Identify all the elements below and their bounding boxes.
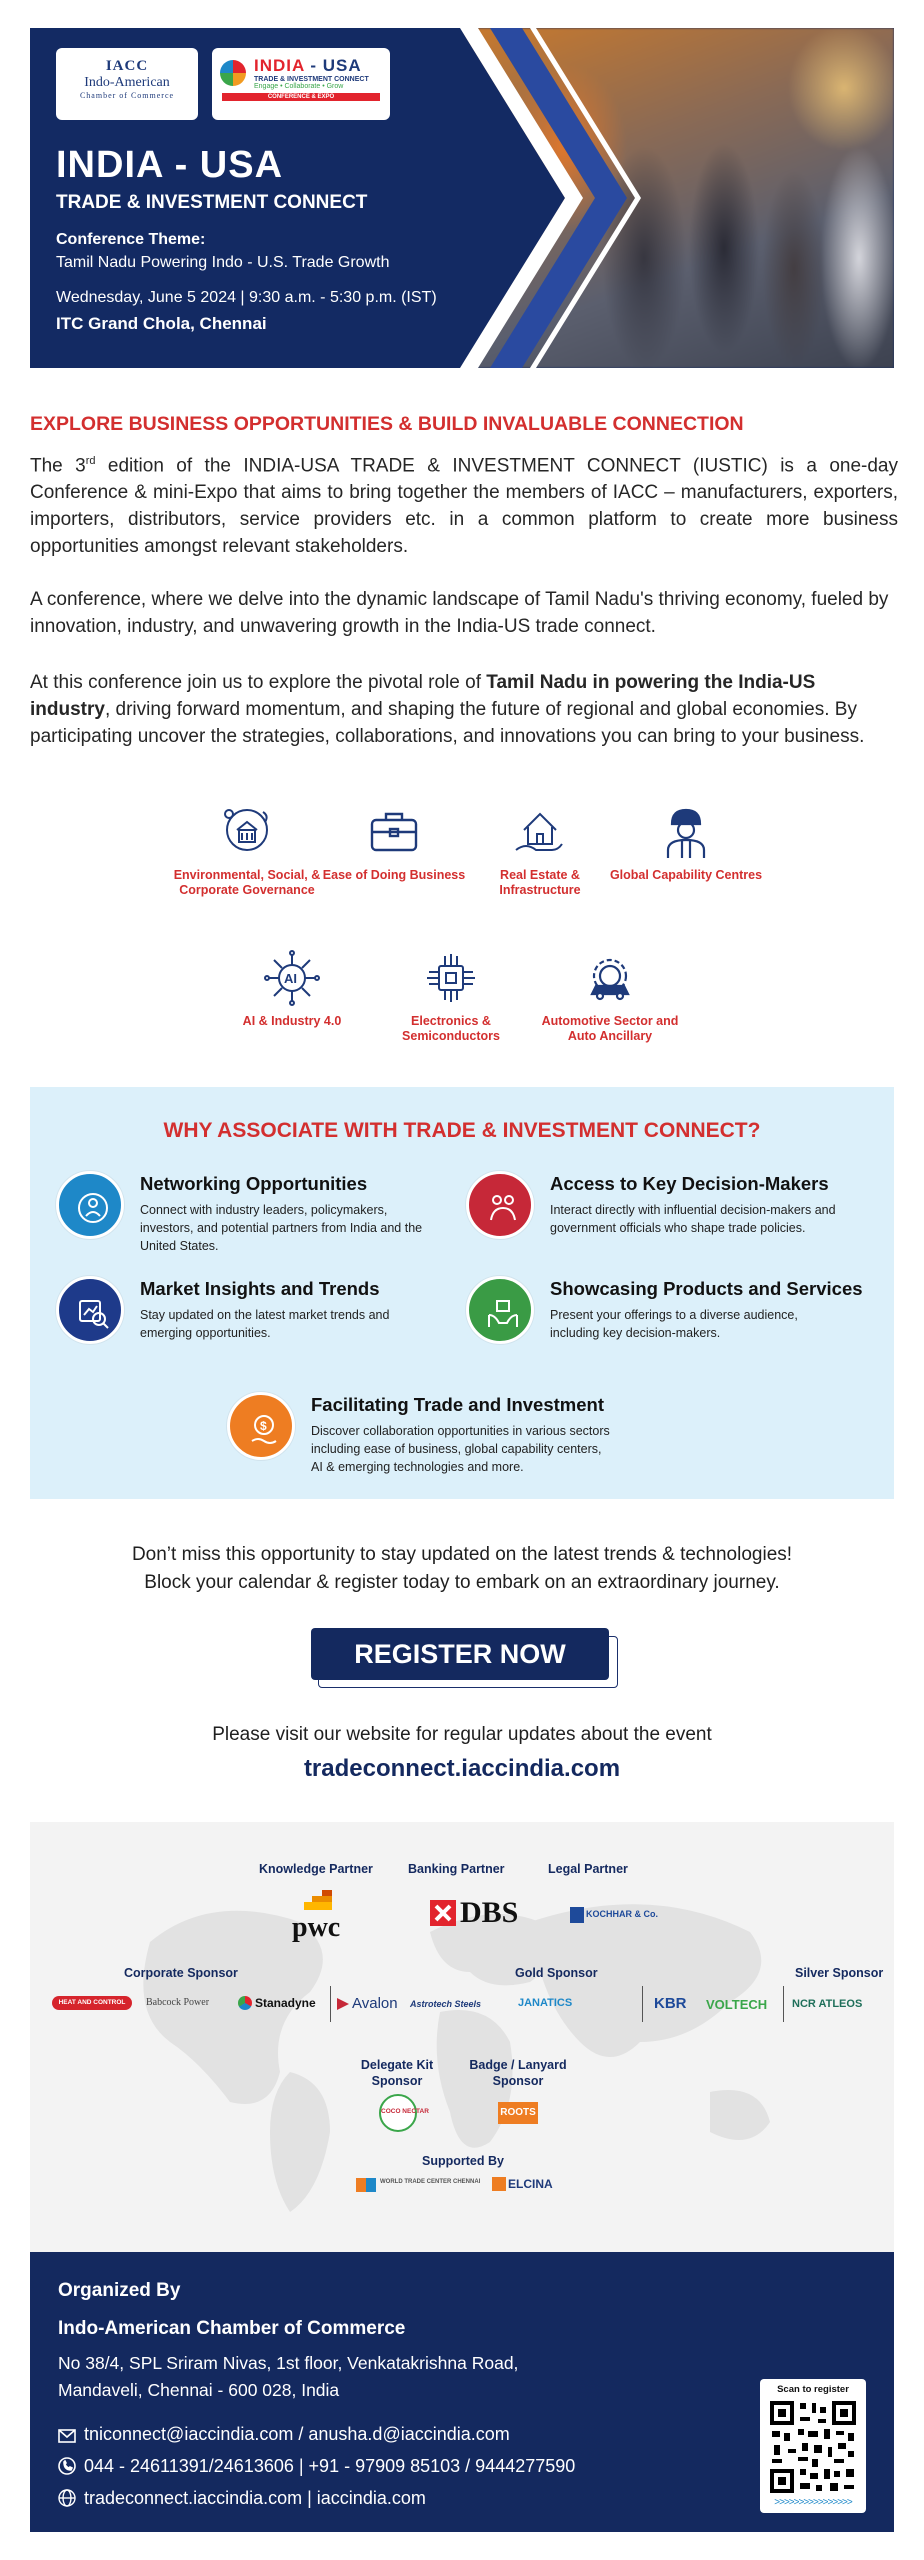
delegate-kit-label-1: Delegate Kit <box>360 2058 434 2072</box>
svg-text:$: $ <box>260 1419 267 1433</box>
dbs-logo-mark <box>430 1900 456 1926</box>
coco-nectar-logo: COCO NECTAR <box>379 2094 417 2132</box>
footer <box>30 2252 894 2532</box>
theme-label: Conference Theme: <box>56 231 206 248</box>
event-logo-line2: TRADE & INVESTMENT CONNECT <box>254 76 369 83</box>
why-title: WHY ASSOCIATE WITH TRADE & INVESTMENT CONNECT? <box>163 1119 761 1142</box>
ncr-atleos-logo: NCR ATLEOS <box>792 1998 863 2010</box>
sponsor-divider <box>330 1986 331 2022</box>
svg-text:AI: AI <box>284 971 297 986</box>
house-hand-icon <box>508 800 572 864</box>
event-logo-india: INDIA <box>254 56 305 75</box>
organizer-name: Indo-American Chamber of Commerce <box>58 2318 406 2339</box>
mail-icon <box>58 2429 76 2443</box>
elcina-logo: ELCINA <box>508 2177 553 2191</box>
feature-title: Networking Opportunities <box>140 1173 368 1194</box>
sector-esg <box>167 800 327 898</box>
organizer-address <box>58 2350 618 2404</box>
address-line-2: Mandaveli, Chennai - 600 028, India <box>58 2380 340 2400</box>
badge-lanyard-label-2: Sponsor <box>492 2074 544 2088</box>
intro-paragraph-3 <box>30 669 898 750</box>
kochhar-logo: KOCHHAR & Co. <box>586 1909 658 1919</box>
ai-chip-icon <box>260 946 324 1010</box>
event-date: Wednesday, June 5 2024 | 9:30 a.m. - 5:30 p.m. (IST) <box>56 289 437 306</box>
feature-desc: Connect with industry leaders, policymakers, investors, and potential partners from India and the United States. <box>140 1203 423 1253</box>
badge-lanyard-label-1: Badge / Lanyard <box>469 2058 567 2072</box>
globe-icon <box>58 2489 76 2507</box>
cta-line-1: Don’t miss this opportunity to stay updated on the latest trends & technologies! <box>131 1544 793 1565</box>
phone-icon <box>58 2457 76 2475</box>
delegate-kit-label-2: Sponsor <box>371 2074 423 2088</box>
feature-title: Access to Key Decision-Makers <box>550 1173 829 1194</box>
event-logo <box>212 48 390 120</box>
feature-icon-circle <box>56 1276 124 1344</box>
qr-label: Scan to register <box>777 2384 849 2395</box>
sector-ai <box>212 946 372 1029</box>
gold-sponsor-label: Gold Sponsor <box>515 1966 598 1980</box>
wtc-logo: WORLD TRADE CENTER CHENNAI <box>380 2179 481 2185</box>
sector-label: Electronics & Semiconductors <box>402 1014 500 1043</box>
roots-logo: ROOTS <box>498 2102 538 2124</box>
intro-paragraph-1 <box>30 448 898 560</box>
stanadyne-logo-mark <box>238 1996 252 2010</box>
corporate-sponsor-label: Corporate Sponsor <box>124 1966 238 1980</box>
worker-icon <box>654 800 718 864</box>
sector-electronics <box>371 946 531 1044</box>
sector-label: Automotive Sector and Auto Ancillary <box>541 1014 679 1043</box>
website-prompt: Please visit our website for regular updates about the event <box>212 1724 712 1745</box>
feature-icon-circle <box>466 1171 534 1239</box>
website-link[interactable]: tradeconnect.iaccindia.com <box>303 1755 621 1782</box>
feature-icon-circle <box>466 1276 534 1344</box>
microchip-icon <box>419 946 483 1010</box>
sector-label: Real Estate & Infrastructure <box>499 868 581 897</box>
email-text: tniconnect@iaccindia.com / anusha.d@iaccindia.com <box>84 2424 510 2444</box>
hero-subtitle: TRADE & INVESTMENT CONNECT <box>56 192 368 213</box>
feature-title: Market Insights and Trends <box>140 1278 380 1299</box>
iacc-logo <box>56 48 198 120</box>
feature-desc: Interact directly with influential decision-makers and government officials who shape trade policies. <box>550 1203 836 1235</box>
hero-title: INDIA - USA <box>56 144 284 186</box>
sector-label: Ease of Doing Business <box>322 868 466 882</box>
feature-title: Facilitating Trade and Investment <box>311 1394 604 1415</box>
banking-partner-label: Banking Partner <box>408 1862 505 1876</box>
sponsors-section <box>30 1822 894 2252</box>
feature-icon-circle <box>227 1392 295 1460</box>
qr-arrows: >>>>>>>>>>>>>>>> <box>774 2497 852 2508</box>
legal-partner-label: Legal Partner <box>548 1862 628 1876</box>
sector-ease-of-business <box>314 800 474 883</box>
feature-desc: Stay updated on the latest market trends and emerging opportunities. <box>140 1308 390 1340</box>
stanadyne-logo: Stanadyne <box>255 1996 316 2010</box>
sponsor-divider <box>642 1986 643 2022</box>
sector-label: Environmental, Social, & Corporate Governance <box>173 868 321 897</box>
phone-text: 044 - 24611391/24613606 | +91 - 97909 85103 / 9444277590 <box>84 2456 576 2476</box>
car-gear-icon <box>578 946 642 1010</box>
hero-banner <box>30 28 894 368</box>
heat-and-control-logo: HEAT AND CONTROL <box>52 1996 132 2010</box>
pwc-logo-mark <box>294 1890 344 1910</box>
feature-desc: Discover collaboration opportunities in various sectors including ease of business, global capability centers, AI & emerging technologies and more. <box>311 1424 610 1474</box>
organized-by-label: Organized By <box>58 2280 181 2301</box>
sponsor-divider <box>783 1986 784 2022</box>
p3-bold: Tamil Nadu in powering the India-US industry <box>30 672 816 720</box>
p1-part-b: edition of the INDIA-USA TRADE & INVESTMENT CONNECT (IUSTIC) is a one-day Conference & mini-Expo that aims to bring together the members of IACC – manufacturers, exporters, importers, distributors, service providers etc. in a common platform to create more business opportunities amongst relevant stakeholders. <box>30 455 898 558</box>
money-hand-icon <box>246 1411 282 1447</box>
handshake-icon <box>485 1190 521 1226</box>
iacc-logo-line3: Chamber of Commerce <box>79 91 175 100</box>
event-logo-usa: - USA <box>304 56 362 75</box>
sector-real-estate <box>460 800 620 898</box>
p3-part-a: At this conference join us to explore the pivotal role of <box>30 672 487 693</box>
intro-heading: EXPLORE BUSINESS OPPORTUNITIES & BUILD INVALUABLE CONNECTION <box>30 413 744 435</box>
hands-showcase-icon <box>485 1295 521 1331</box>
p1-part-a: The 3 <box>30 455 86 477</box>
event-logo-line3: Engage • Collaborate • Grow <box>254 83 344 90</box>
event-logo-line4: CONFERENCE & EXPO <box>222 93 380 101</box>
contact-website[interactable] <box>58 2488 426 2509</box>
intro-paragraph-2: A conference, where we delve into the dynamic landscape of Tamil Nadu's thriving economy, fueled by innovation, industry, and unwavering growth in the India-US trade connect. <box>30 589 889 637</box>
cta-line-2: Block your calendar & register today to embark on an extraordinary journey. <box>144 1572 780 1593</box>
wtc-logo-mark <box>356 2178 376 2192</box>
feature-desc: Present your offerings to a diverse audience, including key decision-makers. <box>550 1308 798 1340</box>
supported-by-label: Supported By <box>422 2154 504 2168</box>
silver-sponsor-label: Silver Sponsor <box>795 1966 884 1980</box>
theme-text: Tamil Nadu Powering Indo - U.S. Trade Growth <box>56 254 390 271</box>
janatics-logo: JANATICS <box>518 1997 573 2009</box>
p3-part-b: , driving forward momentum, and shaping the future of regional and global economies. By participating uncover the strategies, collaborations, and innovations you can bring to your business. <box>30 699 865 747</box>
iacc-logo-line2: Indo-American <box>84 75 170 90</box>
contact-email[interactable] <box>58 2424 510 2445</box>
iacc-logo-line1: IACC <box>105 58 149 74</box>
why-associate-section <box>30 1087 894 1499</box>
event-venue: ITC Grand Chola, Chennai <box>56 314 267 333</box>
world-map-graphic <box>30 1822 894 2252</box>
p1-superscript: rd <box>85 455 96 467</box>
kochhar-logo-mark <box>570 1907 584 1923</box>
sector-gcc <box>606 800 766 883</box>
qr-code-icon <box>768 2399 858 2495</box>
website-text: tradeconnect.iaccindia.com | iaccindia.com <box>84 2488 426 2508</box>
address-line-1: No 38/4, SPL Sriram Nivas, 1st floor, Venkatakrishna Road, <box>58 2353 519 2373</box>
elcina-logo-mark <box>492 2177 506 2191</box>
sector-label: Global Capability Centres <box>609 868 763 882</box>
event-logo-mark-icon <box>220 60 246 86</box>
qr-card[interactable] <box>760 2379 866 2513</box>
register-now-button[interactable]: REGISTER NOW <box>311 1628 609 1680</box>
feature-icon-circle <box>56 1171 124 1239</box>
pwc-logo: pwc <box>292 1912 341 1943</box>
network-icon <box>75 1190 111 1226</box>
sector-label: AI & Industry 4.0 <box>242 1014 342 1028</box>
kbr-logo: KBR <box>654 1995 687 2012</box>
avalon-logo-mark <box>337 1998 349 2010</box>
astrotech-logo: Astrotech Steels <box>410 1999 482 2009</box>
sector-automotive <box>530 946 690 1044</box>
esg-icon <box>215 800 279 864</box>
voltech-logo: VOLTECH <box>706 1997 768 2012</box>
contact-phone[interactable] <box>58 2456 575 2477</box>
babcock-power-logo: Babcock Power <box>146 1997 210 2008</box>
chart-magnifier-icon <box>75 1295 111 1331</box>
briefcase-icon <box>362 800 426 864</box>
avalon-logo: Avalon <box>352 1995 398 2012</box>
feature-title: Showcasing Products and Services <box>550 1278 863 1299</box>
knowledge-partner-label: Knowledge Partner <box>259 1862 373 1876</box>
dbs-logo: DBS <box>460 1896 519 1929</box>
